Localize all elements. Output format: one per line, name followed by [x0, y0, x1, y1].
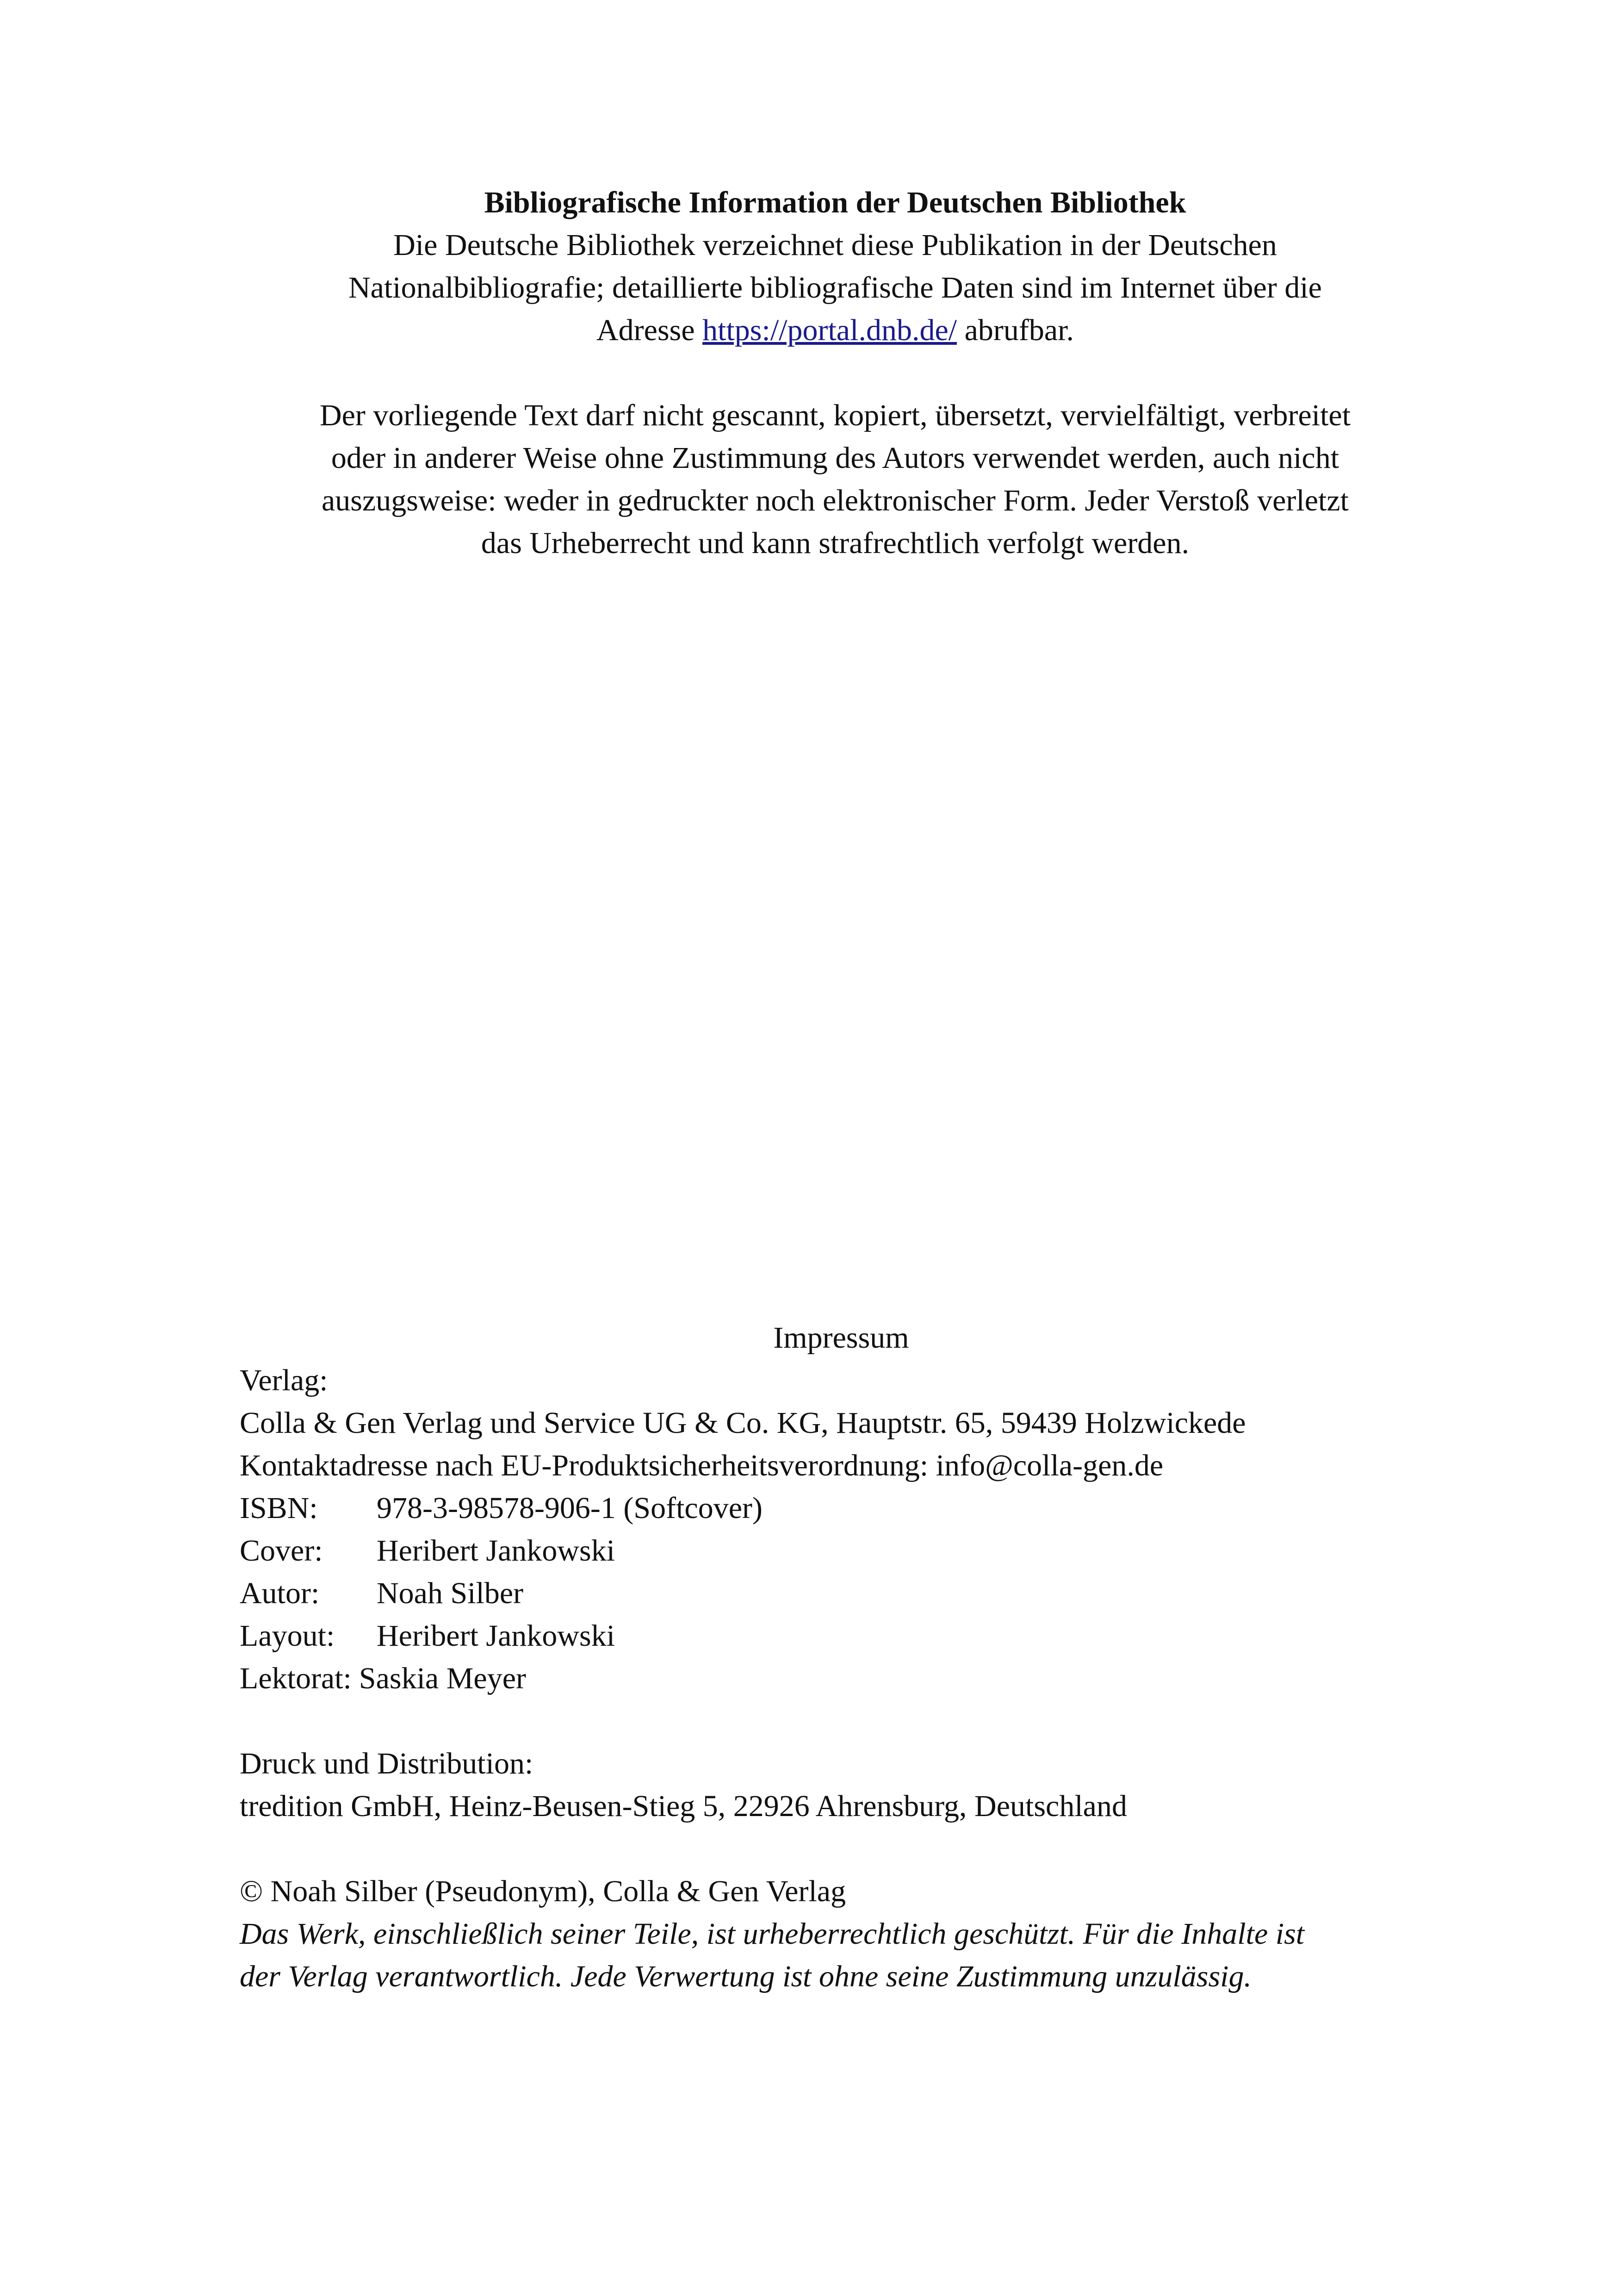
copyright-notice-line-2: oder in anderer Weise ohne Zustimmung des Autors verwendet werden, auch nicht [331, 441, 1339, 475]
author-label: Autor: [240, 1576, 320, 1610]
editor-label: Lektorat: [240, 1661, 352, 1695]
layout-row [240, 1615, 1443, 1657]
bibliographic-info [222, 181, 1448, 565]
print-label: Druck und Distribution: [240, 1747, 533, 1780]
bibliographic-line-3 [222, 309, 1448, 352]
impressum [240, 1317, 1443, 1998]
address-suffix: abrufbar. [964, 313, 1074, 347]
publisher-address: Colla & Gen Verlag und Service UG & Co. KG, Hauptstr. 65, 59439 Holzwickede [240, 1406, 1246, 1440]
bibliographic-title: Bibliografische Information der Deutschen Bibliothek [484, 186, 1186, 219]
cover-row [240, 1530, 1443, 1572]
bibliographic-line-2: Nationalbibliografie; detaillierte bibliografische Daten sind im Internet über die [348, 271, 1322, 305]
contact-address: Kontaktadresse nach EU-Produktsicherheitsverordnung: info@colla-gen.de [240, 1449, 1164, 1482]
isbn-value: 978-3-98578-906-1 (Softcover) [377, 1491, 763, 1525]
spacer [240, 1700, 1443, 1742]
cover-value: Heribert Jankowski [377, 1534, 615, 1568]
author-row [240, 1572, 1443, 1615]
bibliographic-line-1: Die Deutsche Bibliothek verzeichnet diese Publikation in der Deutschen [393, 228, 1277, 262]
isbn-label: ISBN: [240, 1491, 318, 1525]
printer-address: tredition GmbH, Heinz-Beusen-Stieg 5, 22926 Ahrensburg, Deutschland [240, 1789, 1127, 1823]
spacer [240, 1828, 1443, 1870]
copyright-notice-line-4: das Urheberrecht und kann strafrechtlich verfolgt werden. [481, 526, 1190, 560]
layout-label: Layout: [240, 1619, 335, 1653]
copyright-notice-line-1: Der vorliegende Text darf nicht gescannt, kopiert, übersetzt, vervielfältigt, verbreitet [319, 398, 1351, 432]
editor-row [240, 1657, 1443, 1700]
rights-line-1: Das Werk, einschließlich seiner Teile, ist urheberrechtlich geschützt. Für die Inhalte ist [240, 1917, 1305, 1951]
cover-label: Cover: [240, 1534, 323, 1568]
rights-line-2: der Verlag verantwortlich. Jede Verwertung ist ohne seine Zustimmung unzulässig. [240, 1960, 1252, 1993]
author-value: Noah Silber [377, 1576, 524, 1610]
copyright-notice-line-3: auszugsweise: weder in gedruckter noch elektronischer Form. Jeder Verstoß verletzt [321, 484, 1349, 517]
bibliographic-paragraph [222, 181, 1448, 352]
address-prefix: Adresse [596, 313, 695, 347]
isbn-row [240, 1487, 1443, 1530]
editor-value: Saskia Meyer [359, 1661, 526, 1695]
impressum-heading: Impressum [773, 1321, 909, 1355]
layout-value: Heribert Jankowski [377, 1619, 615, 1653]
dnb-portal-link[interactable]: https://portal.dnb.de/ [702, 313, 957, 347]
publisher-label: Verlag: [240, 1363, 328, 1397]
copyright-line: © Noah Silber (Pseudonym), Colla & Gen Verlag [240, 1874, 846, 1908]
copyright-notice [222, 394, 1448, 565]
